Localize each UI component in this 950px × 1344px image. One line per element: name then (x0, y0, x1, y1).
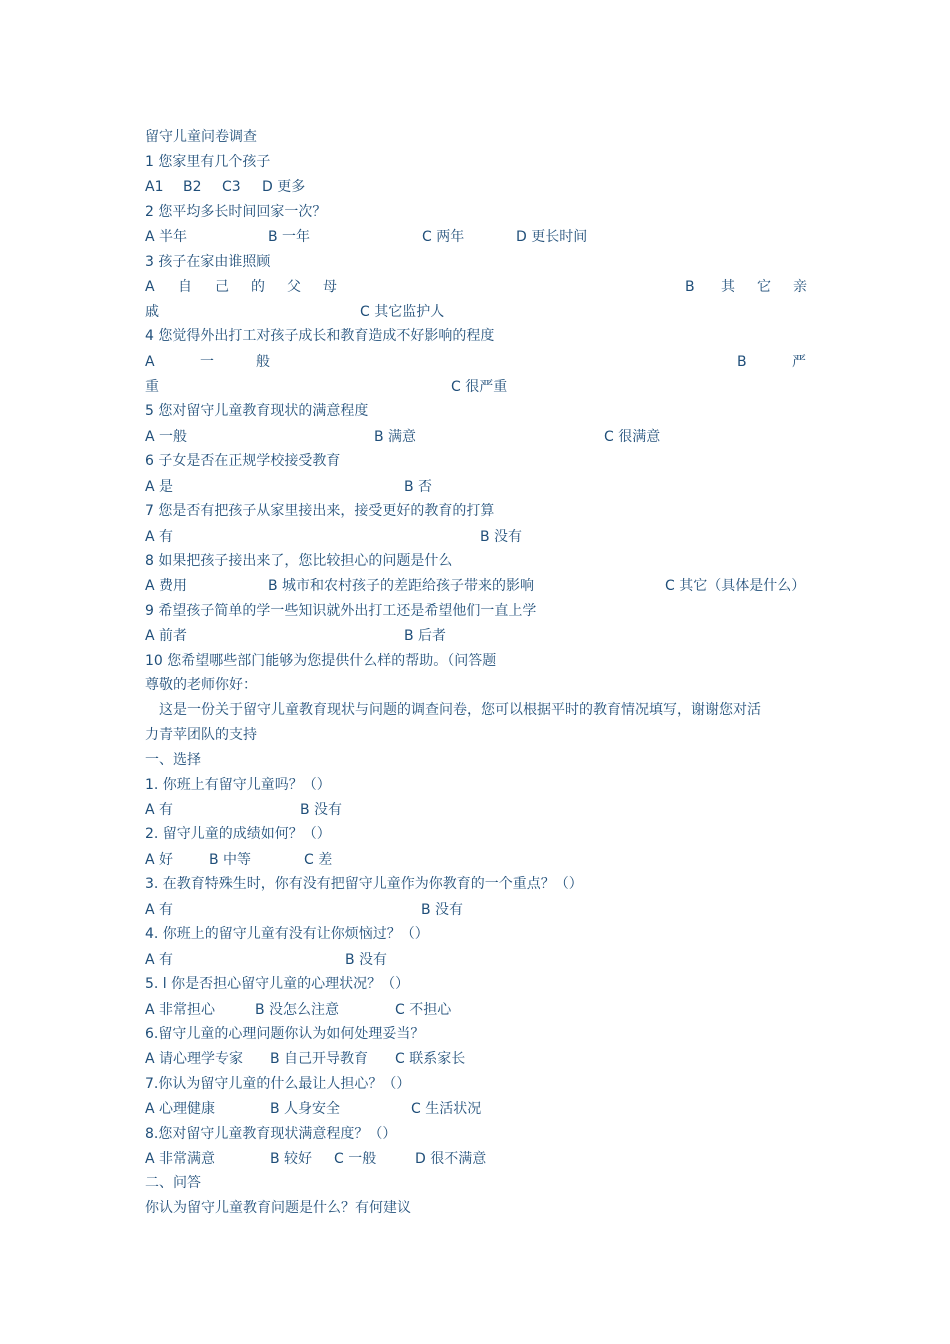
question-8: 8 如果把孩子接出来了，您比较担心的问题是什么 (145, 553, 453, 569)
option-c: C 一般 (334, 1151, 377, 1167)
option-a: A 一般 (145, 429, 188, 445)
option-text-char: 般 (256, 354, 270, 370)
question-5: 5 您对留守儿童教育现状的满意程度 (145, 403, 369, 419)
option-d: D 很不满意 (415, 1151, 487, 1167)
option-text-char: 其 (721, 279, 735, 295)
option-c: C 很严重 (451, 379, 508, 395)
option-c: C 差 (304, 852, 333, 868)
option-d: D 更多 (262, 179, 306, 195)
option-a: A (145, 354, 155, 370)
option-c: C 生活状况 (411, 1101, 482, 1117)
teacher-question-7: 7.你认为留守儿童的什么最让人担心？（） (145, 1076, 411, 1092)
option-a: A 前者 (145, 628, 188, 644)
option-c: C 其它监护人 (360, 304, 445, 320)
option-text-char: 父 (287, 279, 301, 295)
option-c: C 不担心 (395, 1002, 452, 1018)
question-2: 2 您平均多长时间回家一次？ (145, 204, 327, 220)
option-a: A 有 (145, 952, 174, 968)
teacher-question-6: 6.留守儿童的心理问题你认为如何处理妥当？ (145, 1026, 425, 1042)
survey-title: 留守儿童问卷调查 (145, 129, 257, 145)
option-b: B 没有 (421, 902, 464, 918)
option-b: B 城市和农村孩子的差距给孩子带来的影响 (268, 578, 535, 594)
section-heading-qa: 二、问答 (145, 1175, 201, 1191)
option-c: C 联系家长 (395, 1051, 466, 1067)
option-a: A 半年 (145, 229, 188, 245)
option-a: A 有 (145, 902, 174, 918)
option-text-char: 己 (215, 279, 229, 295)
option-b: B 没有 (300, 802, 343, 818)
option-b: B2 (183, 179, 202, 195)
intro-paragraph-line-2: 力青苹团队的支持 (145, 727, 257, 743)
teacher-question-4: 4. 你班上的留守儿童有没有让你烦恼过？（） (145, 926, 429, 942)
option-text-char: 它 (757, 279, 771, 295)
teacher-question-3: 3. 在教育特殊生时，你有没有把留守儿童作为你教育的一个重点？（） (145, 876, 583, 892)
question-10: 10 您希望哪些部门能够为您提供什么样的帮助。（问答题 (145, 653, 497, 669)
option-c: C 两年 (422, 229, 465, 245)
option-a: A (145, 279, 155, 295)
final-question: 你认为留守儿童教育问题是什么？有何建议 (145, 1200, 411, 1216)
greeting: 尊敬的老师你好： (145, 677, 257, 693)
option-a: A 非常担心 (145, 1002, 216, 1018)
option-b: B 自己开导教育 (270, 1051, 369, 1067)
option-a: A1 (145, 179, 164, 195)
option-c: C3 (222, 179, 241, 195)
option-text-char: 自 (178, 279, 192, 295)
option-b: B 没有 (480, 529, 523, 545)
teacher-question-2: 2. 留守儿童的成绩如何？（） (145, 826, 331, 842)
option-b: B 后者 (404, 628, 447, 644)
option-a: A 好 (145, 852, 174, 868)
section-heading-choice: 一、选择 (145, 752, 201, 768)
option-a: A 非常满意 (145, 1151, 216, 1167)
question-3: 3 孩子在家由谁照顾 (145, 254, 271, 270)
option-c: C 其它（具体是什么） (665, 578, 806, 594)
option-a: A 有 (145, 802, 174, 818)
option-text-char: 母 (323, 279, 337, 295)
teacher-question-5: 5. l 你是否担心留守儿童的心理状况？（） (145, 976, 410, 992)
option-b: B 没怎么注意 (255, 1002, 340, 1018)
question-4: 4 您觉得外出打工对孩子成长和教育造成不好影响的程度 (145, 328, 495, 344)
option-a: A 请心理学专家 (145, 1051, 244, 1067)
option-b: B 较好 (270, 1151, 313, 1167)
option-text-char: 一 (200, 354, 214, 370)
option-b: B (737, 354, 747, 370)
option-b: B (685, 279, 695, 295)
option-text-char: 亲 (793, 279, 807, 295)
question-6: 6 子女是否在正规学校接受教育 (145, 453, 341, 469)
option-b: B 没有 (345, 952, 388, 968)
teacher-question-1: 1. 你班上有留守儿童吗？（） (145, 777, 331, 793)
intro-paragraph-line-1: 这是一份关于留守儿童教育现状与问题的调查问卷，您可以根据平时的教育情况填写，谢谢您对活 (159, 702, 761, 718)
teacher-question-8: 8.您对留守儿童教育现状满意程度？（） (145, 1126, 397, 1142)
option-d: D 更长时间 (516, 229, 588, 245)
option-b: B 否 (404, 479, 433, 495)
option-b: B 一年 (268, 229, 311, 245)
option-b: B 中等 (209, 852, 252, 868)
option-a: A 心理健康 (145, 1101, 216, 1117)
option-a: A 费用 (145, 578, 188, 594)
option-b: B 满意 (374, 429, 417, 445)
option-a: A 有 (145, 529, 174, 545)
question-1: 1 您家里有几个孩子 (145, 154, 271, 170)
option-c: C 很满意 (604, 429, 661, 445)
question-7: 7 您是否有把孩子从家里接出来，接受更好的教育的打算 (145, 503, 495, 519)
option-text-char: 的 (251, 279, 265, 295)
option-b: B 人身安全 (270, 1101, 341, 1117)
question-9: 9 希望孩子简单的学一些知识就外出打工还是希望他们一直上学 (145, 603, 537, 619)
option-text-char: 戚 (145, 304, 159, 320)
option-a: A 是 (145, 479, 174, 495)
option-text-char: 重 (145, 379, 159, 395)
option-text-char: 严 (792, 354, 806, 370)
